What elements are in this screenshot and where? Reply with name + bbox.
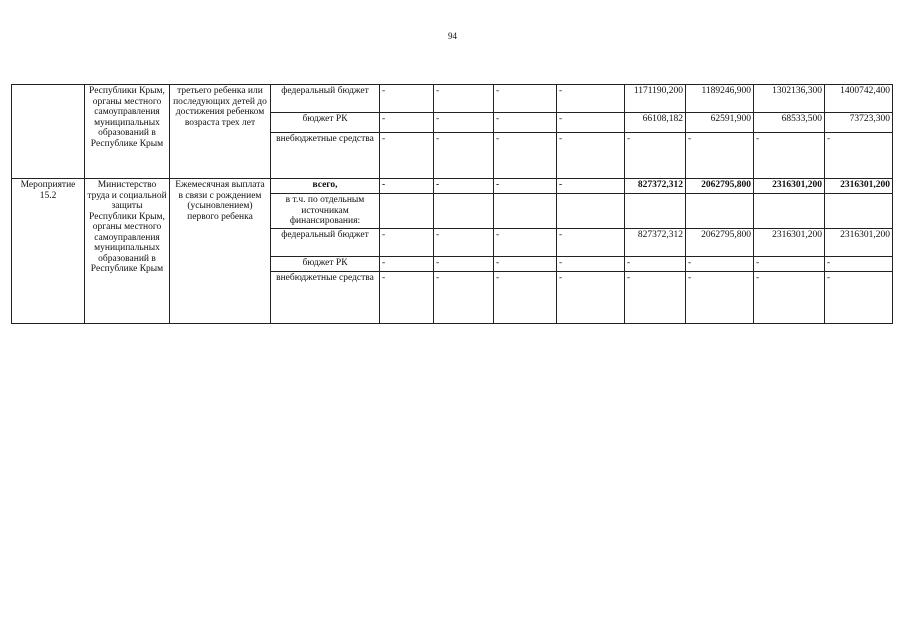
value-cell: 68533,500 [754, 113, 825, 133]
value-cell: - [557, 256, 625, 271]
value-cell: - [494, 228, 557, 256]
value-cell: - [380, 271, 434, 323]
description-cell: третьего ребенка или последующих детей до достижения ребенком возраста трех лет [170, 85, 271, 179]
value-cell: 827372,312 [625, 228, 686, 256]
executor-cell: Министерство труда и социальной защиты Республики Крым, органы местного самоуправления муниципальных образований в Республике Крым [85, 179, 170, 324]
value-cell: 1171190,200 [625, 85, 686, 113]
table-body [12, 85, 893, 324]
value-cell: 2316301,200 [754, 228, 825, 256]
value-cell: - [625, 271, 686, 323]
value-cell: - [494, 133, 557, 179]
value-cell: - [557, 85, 625, 113]
value-cell: - [434, 179, 494, 194]
value-cell: - [825, 133, 893, 179]
value-cell: - [825, 271, 893, 323]
table-row [12, 179, 893, 194]
funding-source-cell: внебюджетные средства [271, 271, 380, 323]
value-cell: 66108,182 [625, 113, 686, 133]
funding-source-cell: бюджет РК [271, 113, 380, 133]
funding-source-cell: всего, [271, 179, 380, 194]
funding-source-cell: внебюджетные средства [271, 133, 380, 179]
activity-cell [12, 85, 85, 179]
value-cell: - [557, 133, 625, 179]
value-cell: - [557, 228, 625, 256]
value-cell: 1189246,900 [686, 85, 754, 113]
value-cell: - [380, 179, 434, 194]
value-cell: - [434, 256, 494, 271]
value-cell: - [494, 179, 557, 194]
page-number: 94 [448, 31, 457, 41]
value-cell: 62591,900 [686, 113, 754, 133]
value-cell: 2062795,800 [686, 179, 754, 194]
value-cell: - [754, 271, 825, 323]
value-cell: 2316301,200 [825, 179, 893, 194]
funding-source-cell: федеральный бюджет [271, 85, 380, 113]
value-cell: - [754, 133, 825, 179]
value-cell [557, 194, 625, 229]
value-cell: - [380, 85, 434, 113]
value-cell: 73723,300 [825, 113, 893, 133]
value-cell [380, 194, 434, 229]
value-cell: - [557, 271, 625, 323]
value-cell: 2316301,200 [825, 228, 893, 256]
executor-cell: Республики Крым, органы местного самоуправления муниципальных образований в Республике Крым [85, 85, 170, 179]
value-cell: - [434, 133, 494, 179]
activity-cell: Мероприятие 15.2 [12, 179, 85, 324]
value-cell: - [380, 113, 434, 133]
value-cell: - [380, 133, 434, 179]
value-cell [494, 194, 557, 229]
value-cell: - [380, 228, 434, 256]
value-cell: 2062795,800 [686, 228, 754, 256]
value-cell: - [686, 133, 754, 179]
value-cell: - [754, 256, 825, 271]
value-cell [754, 194, 825, 229]
value-cell [625, 194, 686, 229]
value-cell: 827372,312 [625, 179, 686, 194]
value-cell: - [557, 113, 625, 133]
value-cell: - [494, 113, 557, 133]
value-cell: - [434, 113, 494, 133]
value-cell: 1302136,300 [754, 85, 825, 113]
value-cell: - [625, 133, 686, 179]
value-cell [434, 194, 494, 229]
value-cell: - [494, 256, 557, 271]
value-cell: - [380, 256, 434, 271]
value-cell [686, 194, 754, 229]
value-cell: - [825, 256, 893, 271]
value-cell: - [557, 179, 625, 194]
funding-source-cell: в т.ч. по отдельным источникам финансирования: [271, 194, 380, 229]
value-cell: 1400742,400 [825, 85, 893, 113]
value-cell: 2316301,200 [754, 179, 825, 194]
value-cell: - [434, 85, 494, 113]
value-cell: - [686, 271, 754, 323]
value-cell: - [494, 271, 557, 323]
value-cell [825, 194, 893, 229]
table-row [12, 85, 893, 113]
funding-source-cell: бюджет РК [271, 256, 380, 271]
funding-source-cell: федеральный бюджет [271, 228, 380, 256]
value-cell: - [494, 85, 557, 113]
value-cell: - [434, 271, 494, 323]
value-cell: - [625, 256, 686, 271]
description-cell: Ежемесячная выплата в связи с рождением (усыновлением) первого ребенка [170, 179, 271, 324]
budget-table [11, 84, 893, 324]
value-cell: - [434, 228, 494, 256]
value-cell: - [686, 256, 754, 271]
